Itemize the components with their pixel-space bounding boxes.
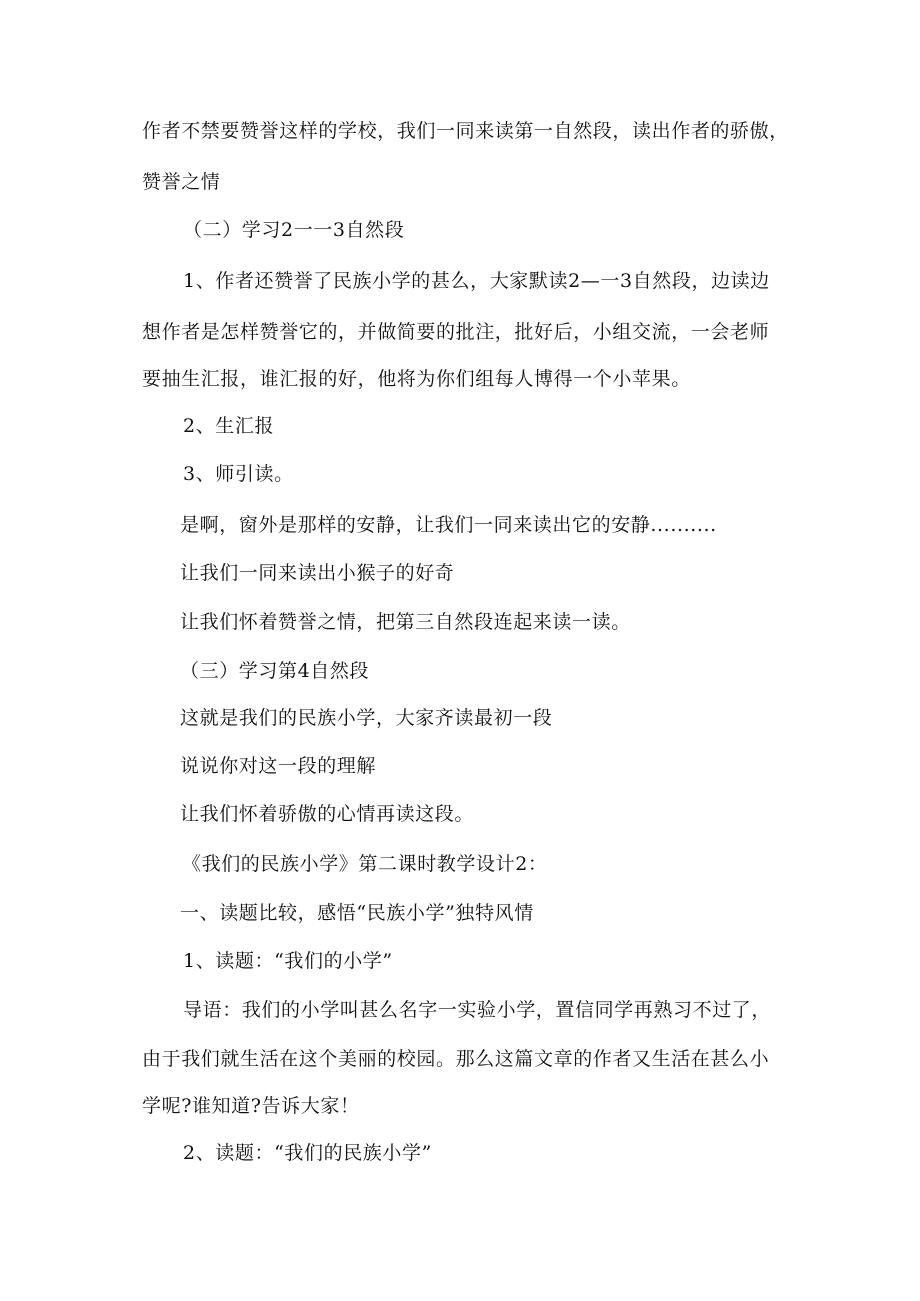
paragraph-line: 让我们怀着骄傲的心情再读这段。	[180, 803, 475, 825]
paragraph-line: 让我们怀着赞誉之情，把第三自然段连起来读一读。	[180, 611, 631, 633]
paragraph-line: 要抽生汇报，谁汇报的好，他将为你们组每人博得一个小苹果。	[142, 368, 691, 390]
paragraph-line: 由于我们就生活在这个美丽的校园。那么这篇文章的作者又生活在甚么小	[142, 1048, 770, 1070]
paragraph-line: 赞誉之情	[142, 171, 221, 193]
paragraph-line: 1、作者还赞誉了民族小学的甚么，大家默读2—一3自然段，边读边	[183, 270, 770, 292]
paragraph-line: 3、师引读。	[183, 463, 294, 485]
paragraph-line: 是啊，窗外是那样的安静，让我们一同来读出它的安静..........	[180, 514, 717, 536]
paragraph-line: 1、读题：“我们的小学”	[183, 950, 393, 972]
paragraph-line: 学呢?谁知道?告诉大家！	[142, 1095, 360, 1117]
paragraph-line: 让我们一同来读出小猴子的好奇	[180, 562, 455, 584]
paragraph-line: 说说你对这一段的理解	[180, 755, 377, 777]
section-heading: （三）学习第4自然段	[180, 660, 370, 682]
paragraph-line: 想作者是怎样赞誉它的，并做简要的批注，批好后，小组交流，一会老师	[142, 321, 770, 343]
paragraph-line: 这就是我们的民族小学，大家齐读最初一段	[180, 707, 553, 729]
document-title: 《我们的民族小学》第二课时教学设计2：	[182, 853, 548, 875]
paragraph-line: 导语：我们的小学叫甚么名字一实验小学，置信同学再熟习不过了，	[183, 999, 772, 1021]
section-heading: （二）学习2一一3自然段	[183, 219, 405, 241]
paragraph-line: 2、读题：“我们的民族小学”	[183, 1142, 432, 1164]
section-heading: 一、读题比较，感悟“民族小学”独特风情	[180, 902, 534, 924]
paragraph-line: 2、生汇报	[183, 415, 275, 437]
paragraph-line: 作者不禁要赞誉这样的学校，我们一同来读第一自然段，读出作者的骄傲，	[142, 120, 789, 142]
